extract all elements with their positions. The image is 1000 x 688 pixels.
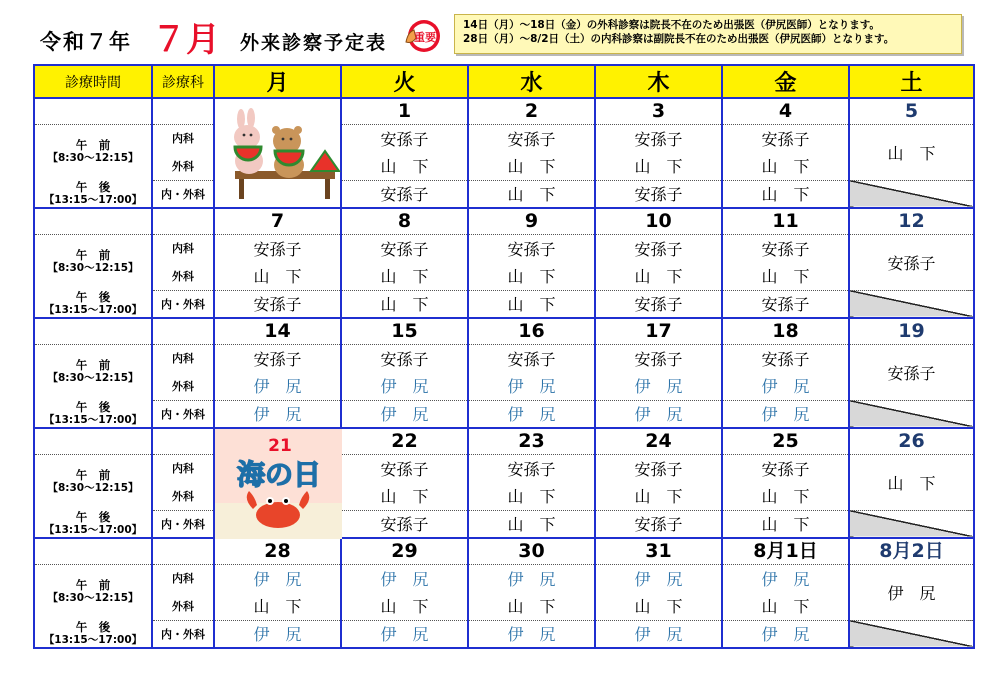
sat-pm-closed: [849, 400, 974, 428]
sat-am-doctor: 山 下: [887, 473, 936, 493]
date-wed: 9: [524, 210, 539, 233]
date-wed: 2: [524, 100, 539, 123]
dept-naika: 内科: [172, 242, 194, 256]
date-sat: 12: [898, 210, 925, 233]
pm-row: [34, 510, 974, 538]
dept-geka: 外科: [172, 599, 194, 613]
am-naika-tue: 安孫子: [380, 459, 429, 479]
am-geka-thu: 伊 尻: [634, 377, 683, 397]
dept-geka: 外科: [172, 269, 194, 283]
holiday-label: 海の日: [236, 458, 322, 491]
dept-geka: 外科: [172, 489, 194, 503]
am-geka-wed: 山 下: [507, 597, 556, 617]
pm-hours: 【13:15～17:00】: [43, 413, 143, 426]
pm-hours: 【13:15～17:00】: [43, 523, 143, 536]
am-geka-mon: 伊 尻: [253, 377, 302, 397]
am-naika-thu: 安孫子: [634, 239, 683, 259]
pm-label: 午 後: [75, 619, 111, 634]
dept-naika: 内科: [172, 572, 194, 586]
pm-time-label: [35, 181, 151, 207]
date-wed: 23: [518, 430, 545, 453]
am-naika-row: [34, 124, 974, 152]
date-tue: 1: [397, 100, 412, 123]
pm-mon: 安孫子: [253, 295, 302, 315]
am-geka-tue: 山 下: [380, 487, 429, 507]
dept-geka: 外科: [172, 159, 194, 173]
am-geka-thu: 山 下: [634, 487, 683, 507]
dept-naika: 内科: [172, 462, 194, 476]
dept-both: 内・外科: [161, 297, 205, 311]
pm-fri: 山 下: [761, 515, 810, 535]
dept-both: 内・外科: [161, 517, 205, 531]
pm-fri: 伊 尻: [761, 625, 810, 645]
am-geka-fri: 山 下: [761, 487, 810, 507]
pm-time-label: [35, 401, 151, 427]
am-naika-fri: 伊 尻: [761, 569, 810, 589]
page-header: [0, 0, 1000, 60]
am-geka-wed: 山 下: [507, 487, 556, 507]
dept-both: 内・外科: [161, 187, 205, 201]
year-label: 令和７年: [40, 30, 132, 54]
pm-mon: 伊 尻: [253, 405, 302, 425]
pm-row: [34, 620, 974, 648]
am-geka-wed: 山 下: [507, 267, 556, 287]
am-naika-row: [34, 564, 974, 592]
am-naika-mon: 安孫子: [253, 239, 302, 259]
schedule-table: [33, 64, 975, 649]
am-time-label: [35, 579, 151, 605]
am-naika-fri: 安孫子: [761, 459, 810, 479]
col-header-time: 診療時間: [34, 65, 152, 98]
pm-label: 午 後: [75, 289, 111, 304]
week-date-row: [34, 208, 974, 234]
col-header-sat: 土: [849, 65, 974, 98]
pm-row: [34, 290, 974, 318]
col-header-fri: 金: [722, 65, 849, 98]
important-badge-icon: [402, 16, 442, 56]
pm-hours: 【13:15～17:00】: [43, 303, 143, 316]
pm-hours: 【13:15～17:00】: [43, 633, 143, 646]
date-sat: 5: [904, 100, 919, 123]
pm-tue: 安孫子: [380, 185, 429, 205]
notice-line: 28日（月）～8/2日（土）の内科診察は副院長不在のため出張医（伊尻医師）となります。: [463, 33, 895, 45]
am-geka-thu: 山 下: [634, 267, 683, 287]
pm-fri: 伊 尻: [761, 405, 810, 425]
am-geka-row: [34, 592, 974, 620]
pm-thu: 伊 尻: [634, 625, 683, 645]
am-geka-fri: 山 下: [761, 267, 810, 287]
pm-thu: 安孫子: [634, 295, 683, 315]
sat-am-doctor: 安孫子: [887, 363, 936, 383]
am-geka-wed: 伊 尻: [507, 377, 556, 397]
pm-tue: 山 下: [380, 295, 429, 315]
date-tue: 8: [397, 210, 412, 233]
week-date-row: [34, 428, 974, 454]
date-thu: 10: [645, 210, 672, 233]
am-geka-tue: 山 下: [380, 267, 429, 287]
date-sat: 8月2日: [879, 540, 944, 563]
am-naika-wed: 安孫子: [507, 239, 556, 259]
am-label: 午 前: [75, 248, 111, 263]
date-wed: 30: [518, 540, 545, 563]
sat-am-doctor: 山 下: [887, 143, 936, 163]
date-thu: 17: [645, 320, 672, 343]
pm-time-label: [35, 511, 151, 537]
pm-wed: 伊 尻: [507, 625, 556, 645]
am-naika-tue: 安孫子: [380, 129, 429, 149]
am-naika-thu: 安孫子: [634, 129, 683, 149]
am-naika-thu: 安孫子: [634, 349, 683, 369]
am-label: 午 前: [75, 468, 111, 483]
dept-geka: 外科: [172, 379, 194, 393]
pm-mon: 伊 尻: [253, 625, 302, 645]
col-header-wed: 水: [468, 65, 595, 98]
date-fri: 11: [772, 210, 799, 233]
am-naika-wed: 安孫子: [507, 459, 556, 479]
sat-pm-closed: [849, 510, 974, 538]
date-tue: 22: [391, 430, 418, 453]
am-geka-tue: 山 下: [380, 157, 429, 177]
col-header-mon: 月: [214, 65, 341, 98]
dept-naika: 内科: [172, 132, 194, 146]
col-header-tue: 火: [341, 65, 468, 98]
pm-time-label: [35, 291, 151, 317]
pm-thu: 伊 尻: [634, 405, 683, 425]
col-header-thu: 木: [595, 65, 722, 98]
schedule-body: [34, 98, 974, 648]
date-thu: 24: [645, 430, 672, 453]
umi-no-hi-illustration: [215, 429, 342, 539]
pm-row: [34, 180, 974, 208]
am-naika-fri: 安孫子: [761, 239, 810, 259]
am-geka-wed: 山 下: [507, 157, 556, 177]
am-geka-row: [34, 372, 974, 400]
am-geka-mon: 山 下: [253, 597, 302, 617]
am-time-label: [35, 249, 151, 275]
sat-pm-closed: [849, 290, 974, 318]
am-geka-tue: 伊 尻: [380, 377, 429, 397]
date-thu: 31: [645, 540, 672, 563]
badge-text: 重要: [414, 31, 436, 44]
dept-naika: 内科: [172, 352, 194, 366]
pm-thu: 安孫子: [634, 185, 683, 205]
am-geka-fri: 伊 尻: [761, 377, 810, 397]
watermelon-animals-illustration: [215, 99, 342, 209]
am-naika-mon: 安孫子: [253, 349, 302, 369]
sat-pm-closed: [849, 620, 974, 648]
am-time-label: [35, 139, 151, 165]
am-naika-row: [34, 234, 974, 262]
date-21: 21: [268, 436, 292, 456]
am-naika-thu: 安孫子: [634, 459, 683, 479]
week-date-row: [34, 538, 974, 564]
am-geka-fri: 山 下: [761, 597, 810, 617]
date-tue: 29: [391, 540, 418, 563]
am-geka-fri: 山 下: [761, 157, 810, 177]
dept-both: 内・外科: [161, 407, 205, 421]
am-naika-wed: 伊 尻: [507, 569, 556, 589]
week-date-row: [34, 98, 974, 124]
am-naika-tue: 安孫子: [380, 239, 429, 259]
pm-tue: 伊 尻: [380, 405, 429, 425]
pm-fri: 安孫子: [761, 295, 810, 315]
notice-line: 14日（月）～18日（金）の外科診察は院長不在のため出張医（伊尻医師）となります。: [463, 19, 880, 31]
am-naika-tue: 安孫子: [380, 349, 429, 369]
am-naika-wed: 安孫子: [507, 129, 556, 149]
am-naika-tue: 伊 尻: [380, 569, 429, 589]
dept-both: 内・外科: [161, 627, 205, 641]
pm-label: 午 後: [75, 509, 111, 524]
am-naika-mon: 伊 尻: [253, 569, 302, 589]
date-mon: 14: [264, 320, 291, 343]
date-mon: 7: [270, 210, 285, 233]
am-time-label: [35, 359, 151, 385]
am-label: 午 前: [75, 358, 111, 373]
month-label: ７月: [152, 20, 220, 60]
pm-label: 午 後: [75, 399, 111, 414]
week-date-row: [34, 318, 974, 344]
date-tue: 15: [391, 320, 418, 343]
am-naika-row: [34, 454, 974, 482]
date-fri: 4: [778, 100, 793, 123]
date-wed: 16: [518, 320, 545, 343]
am-hours: 【8:30～12:15】: [47, 592, 139, 605]
am-hours: 【8:30～12:15】: [47, 372, 139, 385]
am-geka-row: [34, 482, 974, 510]
sat-am-doctor: 伊 尻: [887, 583, 936, 603]
sat-am-doctor: 安孫子: [887, 253, 936, 273]
pm-hours: 【13:15～17:00】: [43, 193, 143, 206]
pm-label: 午 後: [75, 179, 111, 194]
am-hours: 【8:30～12:15】: [47, 482, 139, 495]
am-hours: 【8:30～12:15】: [47, 152, 139, 165]
sat-pm-closed: [849, 180, 974, 208]
date-sat: 26: [898, 430, 925, 453]
am-geka-thu: 山 下: [634, 157, 683, 177]
pm-tue: 安孫子: [380, 515, 429, 535]
pm-wed: 伊 尻: [507, 405, 556, 425]
am-hours: 【8:30～12:15】: [47, 262, 139, 275]
date-mon: 28: [264, 540, 291, 563]
pm-wed: 山 下: [507, 185, 556, 205]
date-thu: 3: [651, 100, 666, 123]
am-label: 午 前: [75, 138, 111, 153]
pm-time-label: [35, 621, 151, 647]
date-sat: 19: [898, 320, 925, 343]
date-fri: 8月1日: [753, 540, 818, 563]
am-time-label: [35, 469, 151, 495]
pm-row: [34, 400, 974, 428]
am-geka-thu: 山 下: [634, 597, 683, 617]
pm-fri: 山 下: [761, 185, 810, 205]
am-naika-fri: 安孫子: [761, 129, 810, 149]
pm-wed: 山 下: [507, 515, 556, 535]
am-naika-thu: 伊 尻: [634, 569, 683, 589]
date-fri: 18: [772, 320, 799, 343]
date-fri: 25: [772, 430, 799, 453]
am-naika-wed: 安孫子: [507, 349, 556, 369]
am-geka-tue: 山 下: [380, 597, 429, 617]
am-geka-mon: 山 下: [253, 267, 302, 287]
am-naika-row: [34, 344, 974, 372]
page-title: 外来診察予定表: [240, 32, 388, 54]
col-header-dept: 診療科: [152, 65, 214, 98]
am-geka-row: [34, 262, 974, 290]
pm-wed: 山 下: [507, 295, 556, 315]
pm-thu: 安孫子: [634, 515, 683, 535]
notice-box: [454, 14, 962, 54]
am-geka-row: [34, 152, 974, 180]
am-label: 午 前: [75, 578, 111, 593]
am-naika-fri: 安孫子: [761, 349, 810, 369]
pm-tue: 伊 尻: [380, 625, 429, 645]
